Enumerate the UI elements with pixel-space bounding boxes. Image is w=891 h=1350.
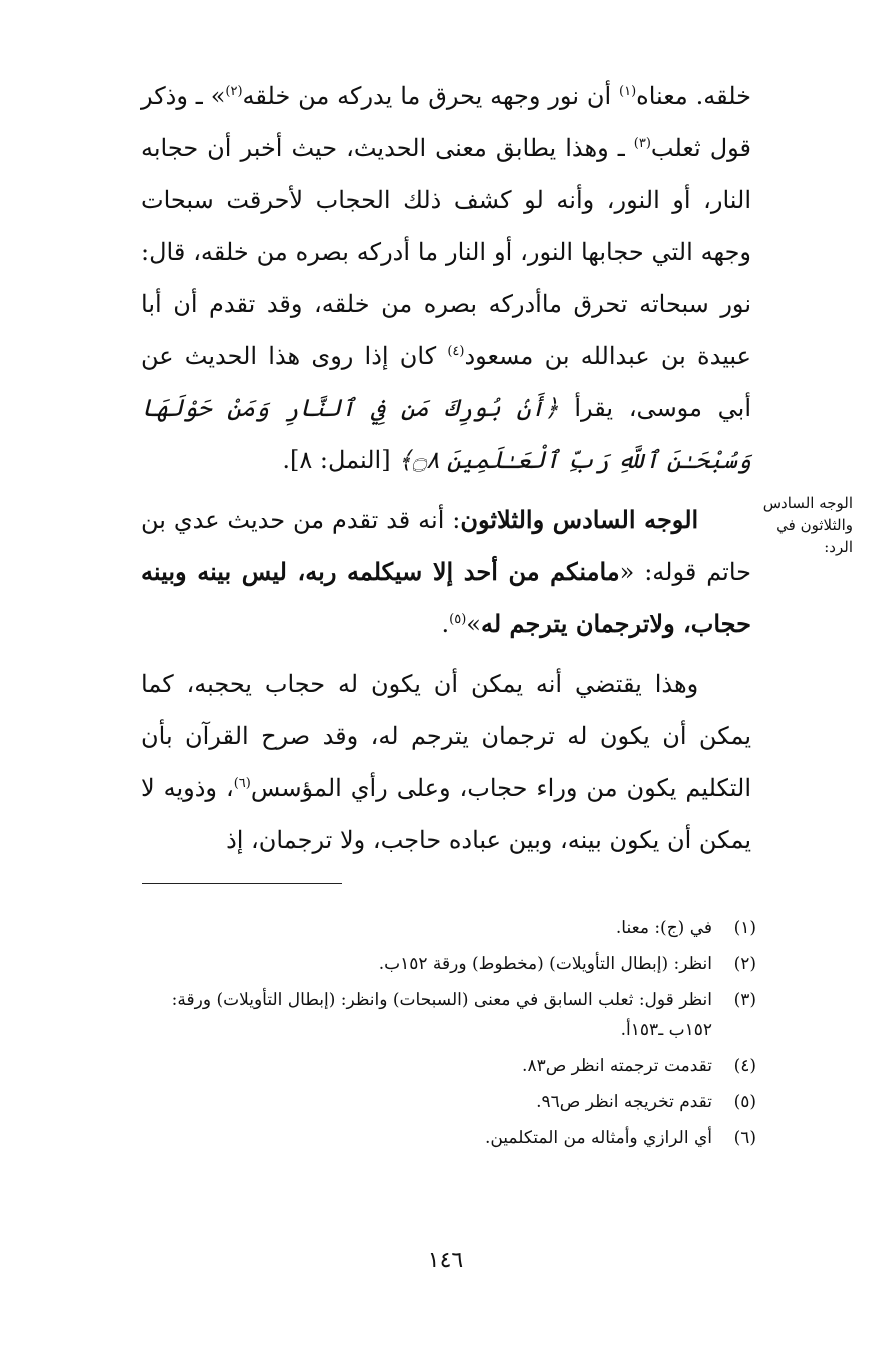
footnote-ref-4[interactable]: (٤) [447,344,465,359]
footnote-number: (٤) [733,1056,756,1076]
text-span: كان إذا روى هذا الحديث عن أبي موسى، يقرأ [141,342,751,422]
text-span: أن نور وجهه يحرق ما يدركه من خلقه [242,82,620,110]
footnote-number: (٦) [733,1128,756,1148]
footnote-separator [142,883,342,884]
footnote-item [131,949,756,979]
footnote-text: تقدم تخريجه انظر ص٩٦. [536,1092,712,1112]
hadith-quote: مامنكم من أحد إلا سيكلمه ربه، ليس بينه وبينه حجاب، ولاترجمان يترجم له [141,557,751,638]
text-span: » [466,610,481,638]
footnote-item [131,1051,756,1081]
footnote-ref-1[interactable]: (١) [619,84,637,99]
footnote-text: تقدمت ترجمته انظر ص٨٣. [522,1056,712,1076]
paragraph-1 [141,70,751,486]
footnote-ref-5[interactable]: (٥) [449,612,467,627]
footnote-text: انظر قول: ثعلب السابق في معنى (السبحات) وانظر: (إبطال التأويلات) ورقة: ١٥٢ب ـ١٥٣أ. [171,990,712,1040]
footnote-number: (١) [733,918,756,938]
text-span: خلقه. معناه [636,82,752,110]
footnote-number: (٥) [733,1092,756,1112]
footnotes [131,913,756,1159]
footnote-item [131,1087,756,1117]
margin-note: الوجه السادس والثلاثون في الرد: [762,494,853,556]
text-span: » ـ وذكر قول ثعلب [141,82,751,162]
footnote-item [131,913,756,943]
page-number: ١٤٦ [427,1248,464,1273]
text-span: ـ وهذا يطابق معنى الحديث، حيث أخبر أن حجابه النار، أو النور، وأنه لو كشف ذلك الحجاب لأحرقت سبحات وجهه التي حجابها النور، أو النار ما أدركه بصره من خلقه، قال: نور سبحاته تحرق ماأدركه بصره من خلقه، وقد تقدم أن أبا عبيدة بن عبدالله بن مسعود [141,134,751,370]
footnote-ref-3[interactable]: (٣) [633,136,651,151]
text-span: . [441,610,450,638]
verse-reference: [النمل: ٨]. [282,446,399,474]
paragraph-2 [141,494,751,650]
footnote-text: في (ج): معنا. [615,918,712,938]
footnote-item [131,985,756,1045]
quran-verse: ﴿أَنۢ بُورِكَ مَن فِي ٱلنَّارِ وَمَنْ حَوْلَهَا وَسُبْحَـٰنَ ٱللَّهِ رَبِّ ٱلْعَـٰلَمِينَ ۝٨﴾ [141,394,751,474]
section-heading: الوجه السادس والثلاثون [460,505,699,534]
text-span: وهذا يقتضي أنه يمكن أن يكون له حجاب يحجبه، كما يمكن أن يكون له ترجمان يترجم له، وقد صرح القرآن بأن التكليم يكون من وراء حجاب، وعلى رأي المؤسس [141,670,751,802]
footnote-ref-2[interactable]: (٢) [225,84,243,99]
footnote-text: أي الرازي وأمثاله من المتكلمين. [484,1128,712,1148]
paragraph-3 [141,658,751,866]
footnote-text: انظر: (إبطال التأويلات) (مخطوط) ورقة ١٥٢ب. [378,954,712,974]
footnote-number: (٣) [733,990,756,1010]
footnote-ref-6[interactable]: (٦) [233,776,251,791]
text-span: : أنه قد تقدم من حديث عدي بن حاتم قوله: « [141,506,751,586]
footnote-item [131,1123,756,1153]
footnote-number: (٢) [733,954,756,974]
text-span: ، وذويه لا يمكن أن يكون بينه، وبين عباده حاجب، ولا ترجمان، إذ [141,774,751,854]
main-text [141,70,751,866]
